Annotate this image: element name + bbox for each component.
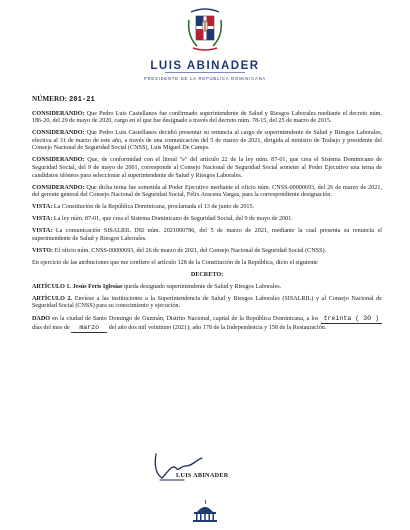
- paragraph: CONSIDERANDO: Que Pedro Luis Castellanos fue confirmado superintendente de Salud y Riesgos Laborales mediante el decreto núm. 186-20, del 29 de mayo de 2020, cargo en el que fue designado a través del decreto núm. 78-15, del 25 de marzo de 2015.: [32, 110, 382, 125]
- document-body: [32, 96, 382, 337]
- paragraph: CONSIDERANDO: Que dicha terna fue sometida al Poder Ejecutivo mediante el oficio núm. CNSS-00000693, del 26 de marzo de 2021, del gerente general del Consejo Nacional de Seguridad Social, Félix Aracena Vargas, para la correspondiente designación.: [32, 184, 382, 199]
- day-fill: treinta ( 30 ): [321, 315, 382, 324]
- paragraph: VISTA: La ley núm. 87-01, que crea el Sistema Dominicano de Seguridad Social, del 9 de mayo de 2001.: [32, 216, 293, 223]
- article-2: ARTÍCULO 2. Envíese a las instituciones a la Superintendencia de Salud y Riesgos Laborales (SISALRIL) y al Consejo Nacional de Seguridad Social (CNSS) para su conocimiento y ejecución.: [32, 295, 382, 310]
- dado-paragraph: DADO en la ciudad de Santo Domingo de Guzmán, Distrito Nacional, capital de la República Dominicana, a los treinta ( 30 ) días del mes de marzo del año dos mil veintiuno (2021); año 178 de la Independencia y 158 de la Restauración.: [32, 315, 382, 332]
- paragraph: VISTA: La Constitución de la República Dominicana, proclamada el 13 de junio de 2015.: [32, 204, 255, 211]
- header-name: LUIS ABINADER: [150, 60, 260, 72]
- paragraph: En ejercicio de las atribuciones que me confiere el artículo 128 de la Constitución de la República, dicto el siguiente: [32, 259, 318, 266]
- article-1: ARTÍCULO 1. Jesús Feris Iglesias queda designado superintendente de Salud y Riesgos Laborales.: [32, 283, 282, 290]
- signature-icon: [150, 450, 230, 486]
- decreto-heading: DECRETO:: [190, 272, 224, 279]
- coat-of-arms-icon: [187, 6, 223, 54]
- paragraph: VISTA: La comunicación SISALRIL DSI núm. 2021000786, del 5 de marzo de 2021, mediante la cual presenta su renuncia el superintendente de Salud y Riesgos Laborales.: [32, 228, 382, 242]
- month-fill: marzo: [71, 324, 107, 333]
- paragraph: CONSIDERANDO: Que, de conformidad con el literal "e" del artículo 22 de la ley núm. 87-01, que crea el Sistema Dominicano de Seguridad Social, del 9 de mayo de 2001, corresponde al Consejo Nacional de Seguridad Social someter al Poder Ejecutivo una terna de candidatos idóneos para seleccionar al superintendente de Salud y Riesgos Laborales.: [32, 157, 382, 179]
- paragraph: CONSIDERANDO: Que Pedro Luis Castellanos decidió presentar su renuncia al cargo de superintendente de Salud y Riesgos Laborales, efectiva al 31 de marzo de este año, a través de una comunicación del 5 de marzo de 2021, dirigida al ministro de Trabajo y presidente del Consejo Nacional de Seguridad Social (CNSS), Luis Miguel De Camps.: [32, 130, 382, 152]
- decree-number-value: 201-21: [68, 96, 95, 104]
- paragraph: VISTO: El oficio núm. CNSS-00000693, del 26 de marzo de 2021, del Consejo Nacional de Seguridad Social (CNSS).: [32, 247, 327, 254]
- header-subtitle: PRESIDENTE DE LA REPÚBLICA DOMINICANA: [144, 76, 266, 81]
- decree-number: NÚMERO: 201-21: [32, 95, 95, 104]
- header-divider: [165, 72, 245, 73]
- signer-name: LUIS ABINADER: [176, 472, 229, 479]
- palace-emblem-icon: [190, 500, 220, 522]
